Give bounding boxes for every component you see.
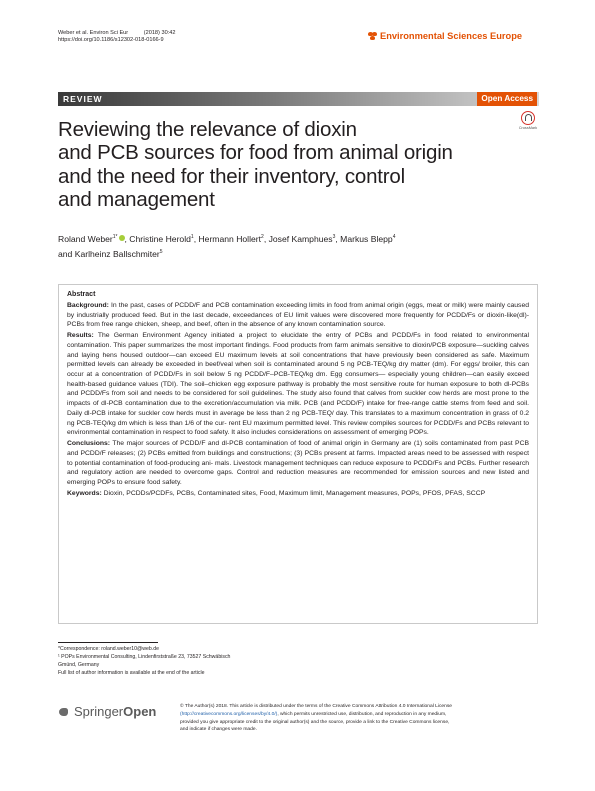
affiliation-note: ¹ POPs Environmental Consulting, Lindenfirststraße 23, 73527 Schwäbisch bbox=[58, 653, 231, 660]
abstract-line: related to environmental contamination. This paper summarizes the most important findings. Food products from bbox=[67, 332, 530, 349]
license-text-part: , which permits unrestricted use, distribution, and reproduction in any medium, bbox=[277, 711, 447, 717]
title-line: and management bbox=[58, 187, 215, 211]
springer-open-logo[interactable] bbox=[58, 704, 156, 719]
author-list bbox=[58, 231, 538, 261]
author-affiliation: 5 bbox=[159, 248, 163, 255]
abstract-line: action are needed to overcome gaps. Control and reduction measures are recommended for emission sources and bbox=[114, 469, 480, 477]
crossmark-button[interactable] bbox=[516, 111, 540, 130]
abstract-line: day. This translates to a maximum concentration in grass of 0.2 ng PCB-TEQ/kg dm which is less than 1/6 of the cur- bbox=[67, 409, 530, 427]
abstract-line: farm animals sensitive to dioxin/PCB exposure—suckling calves and laying hens housed outdoor—can exceed EU bbox=[67, 341, 529, 359]
abstract-line: The major sources of PCDD/F and dl-PCB contamination of food of animal origin in Germany are (1) bbox=[112, 440, 423, 448]
abstract-line: mals. Livestock management techniques can reduce exposure to PCDD/Fs and PCBs. Further research and regulatory bbox=[67, 459, 529, 477]
abstract-line: meat or milk) were mainly caused by industrially produced feed. But in the last decade, exceedances of EU limit values bbox=[67, 302, 530, 319]
abstract-section bbox=[67, 439, 529, 488]
citation-pages: (2018) 30:42 bbox=[143, 30, 176, 36]
abstract-line: already be exceeded in beef/veal when soil is contaminated around 5 ng PCB-TEQ/kg dry matter (dm). For eggs/ bbox=[130, 361, 480, 369]
abstract-section-label: Keywords: bbox=[67, 489, 102, 497]
abstract-section bbox=[67, 489, 529, 499]
footnotes bbox=[58, 646, 358, 678]
author-name: , Christine Herold bbox=[124, 233, 191, 244]
abstract-section bbox=[67, 301, 529, 330]
open-access-badge: Open Access bbox=[477, 92, 537, 106]
abstract-section-label: Conclusions: bbox=[67, 440, 111, 448]
author-affiliation: 1* bbox=[112, 234, 118, 240]
author-affiliation: 2 bbox=[261, 234, 264, 240]
abstract-line: The German Environment Agency initiated a project to elucidate the entry of PCBs and PCDD/Fs in food bbox=[97, 332, 448, 340]
abstract-section-label: Results: bbox=[67, 332, 94, 340]
abstract-body bbox=[67, 301, 529, 498]
license-line bbox=[180, 703, 540, 711]
author-name: , Josef Kamphues bbox=[263, 233, 333, 244]
abstract-line: soils contaminated from past PCB and PCDD/F releases; (2) PCBs emitted from buildings and constructions; (3) PCBs bbox=[67, 440, 530, 457]
citation-header bbox=[58, 30, 175, 45]
license-link[interactable]: (http://creativecommons.org/licenses/by/4.0/) bbox=[180, 711, 278, 717]
abstract-line: contamination in respect to food safety. It also includes considerations on assessment of emerging POPs. bbox=[111, 429, 429, 437]
license-text bbox=[180, 703, 540, 734]
article-type-label: REVIEW bbox=[63, 94, 103, 104]
title-line: and PCB sources for food from animal origin bbox=[58, 141, 453, 165]
license-text-part: © The Author(s) 2018. This article is distributed under the terms of the Creative Commons Attribution 4.0 International License bbox=[180, 704, 453, 709]
license-text-part: provided you give appropriate credit to the original author(s) and the source, provide a link to the Creative Commons license, bbox=[180, 719, 450, 725]
publisher-name-part1: Springer bbox=[74, 704, 124, 719]
correspondence-note[interactable]: *Correspondence: roland.weber10@web.de bbox=[58, 646, 160, 652]
article-type-banner bbox=[58, 92, 539, 106]
abstract-line: especially young children—can easily exceed health-based guidance values (TDI). The soil–chicken egg exposure bbox=[67, 371, 529, 388]
publisher-name bbox=[74, 704, 156, 719]
footnote-divider bbox=[58, 642, 158, 643]
title-line: Reviewing the relevance of dioxin bbox=[58, 118, 357, 141]
license-line bbox=[180, 726, 540, 734]
publisher-name-part2: Open bbox=[123, 704, 157, 719]
abstract-line: maximum levels at soil concentrations that have previously been considered as safe. Maximum permitted levels can bbox=[67, 351, 530, 369]
author-affiliation: 1 bbox=[190, 234, 194, 240]
abstract-line: pathway is probably the most sensitive route for human exposure to both dl-PCBs and PCDD/Fs from soil and needs bbox=[67, 380, 529, 398]
author-info-note: Full list of author information is available at the end of the article bbox=[58, 669, 205, 676]
author-affiliation: 4 bbox=[392, 234, 396, 240]
crossmark-icon bbox=[521, 111, 535, 125]
author-affiliation: 3 bbox=[332, 234, 336, 240]
citation-line bbox=[58, 30, 175, 37]
abstract-section bbox=[67, 331, 529, 438]
doi-link[interactable]: https://doi.org/10.1186/s12302-018-0166-9 bbox=[58, 37, 164, 44]
abstract-line: impacts of dl-PCB contamination due to the excretion/accumulation via milk. PCB (and PCDD/F) intake for free-range bbox=[67, 400, 430, 408]
abstract-line: to be considered for soil guidelines. The study also found that calves from suckler cow herds are most prone to the bbox=[175, 390, 529, 398]
journal-name: Environmental Sciences Europe bbox=[380, 31, 523, 41]
author-name: , Markus Blepp bbox=[335, 233, 393, 244]
title-line: and the need for their inventory, control bbox=[58, 164, 405, 188]
abstract-line: new listed and emerging POPs to ensure food safety. bbox=[67, 469, 530, 486]
abstract-line: in the absence of any known contamination source. bbox=[230, 321, 386, 329]
journal-logo[interactable] bbox=[368, 31, 522, 41]
abstract-line: present at farms. Impacted areas need to be assessed with respect to potential contamination of food-producing ani- bbox=[67, 449, 529, 467]
abstract-section-label: Background: bbox=[67, 302, 109, 309]
abstract-box bbox=[58, 284, 538, 624]
license-line bbox=[180, 711, 540, 719]
abstract-line: broiler, this can occur at a concentration of PCDD/Fs in soil below 5 ng PCDD/F–PCB-TEQ/kg dm. Egg consumers— bbox=[67, 361, 530, 379]
abstract-line: PFOS, PFAS, SCCP bbox=[422, 489, 486, 497]
abstract-line: were discovered more frequently for PCDD/Fs or dioxin-like(dl)-PCBs from free range chicken, sheep, and beef, often bbox=[67, 311, 529, 329]
license-text-part: and indicate if changes were made. bbox=[180, 727, 257, 733]
springer-horse-icon bbox=[58, 706, 70, 718]
abstract-heading: Abstract bbox=[67, 291, 96, 298]
author-name: Roland Weber bbox=[58, 233, 113, 244]
affiliation-note: Gmünd, Germany bbox=[58, 661, 100, 668]
abstract-line: In the past, cases of PCDD/F and PCB contamination exceeding limits in food from animal origin (eggs, bbox=[111, 302, 425, 309]
abstract-line: cattle stems from feed and soil. Daily dl-PCB intake for suckler cow herds must in average be less than 2 ng PCB-TEQ/ bbox=[67, 400, 529, 417]
author-name: , Hermann Hollert bbox=[193, 233, 262, 244]
abstract-line: Dioxin, PCDDs/PCDFs, PCBs, Contaminated sites, Food, Maximum limit, Management measures, POPs, bbox=[103, 489, 421, 497]
article-title bbox=[58, 118, 498, 211]
abstract-line: rent EU maximum permitted level. This review compiles sources for PCDD/Fs and PCBs relevant to environmental bbox=[67, 419, 530, 437]
author-name: and Karlheinz Ballschmiter bbox=[58, 248, 160, 259]
citation-journal: Weber et al. Environ Sci Eur bbox=[58, 30, 129, 36]
license-line bbox=[180, 719, 540, 727]
journal-leaf-icon bbox=[368, 32, 377, 41]
crossmark-label: CrossMark bbox=[518, 126, 538, 130]
